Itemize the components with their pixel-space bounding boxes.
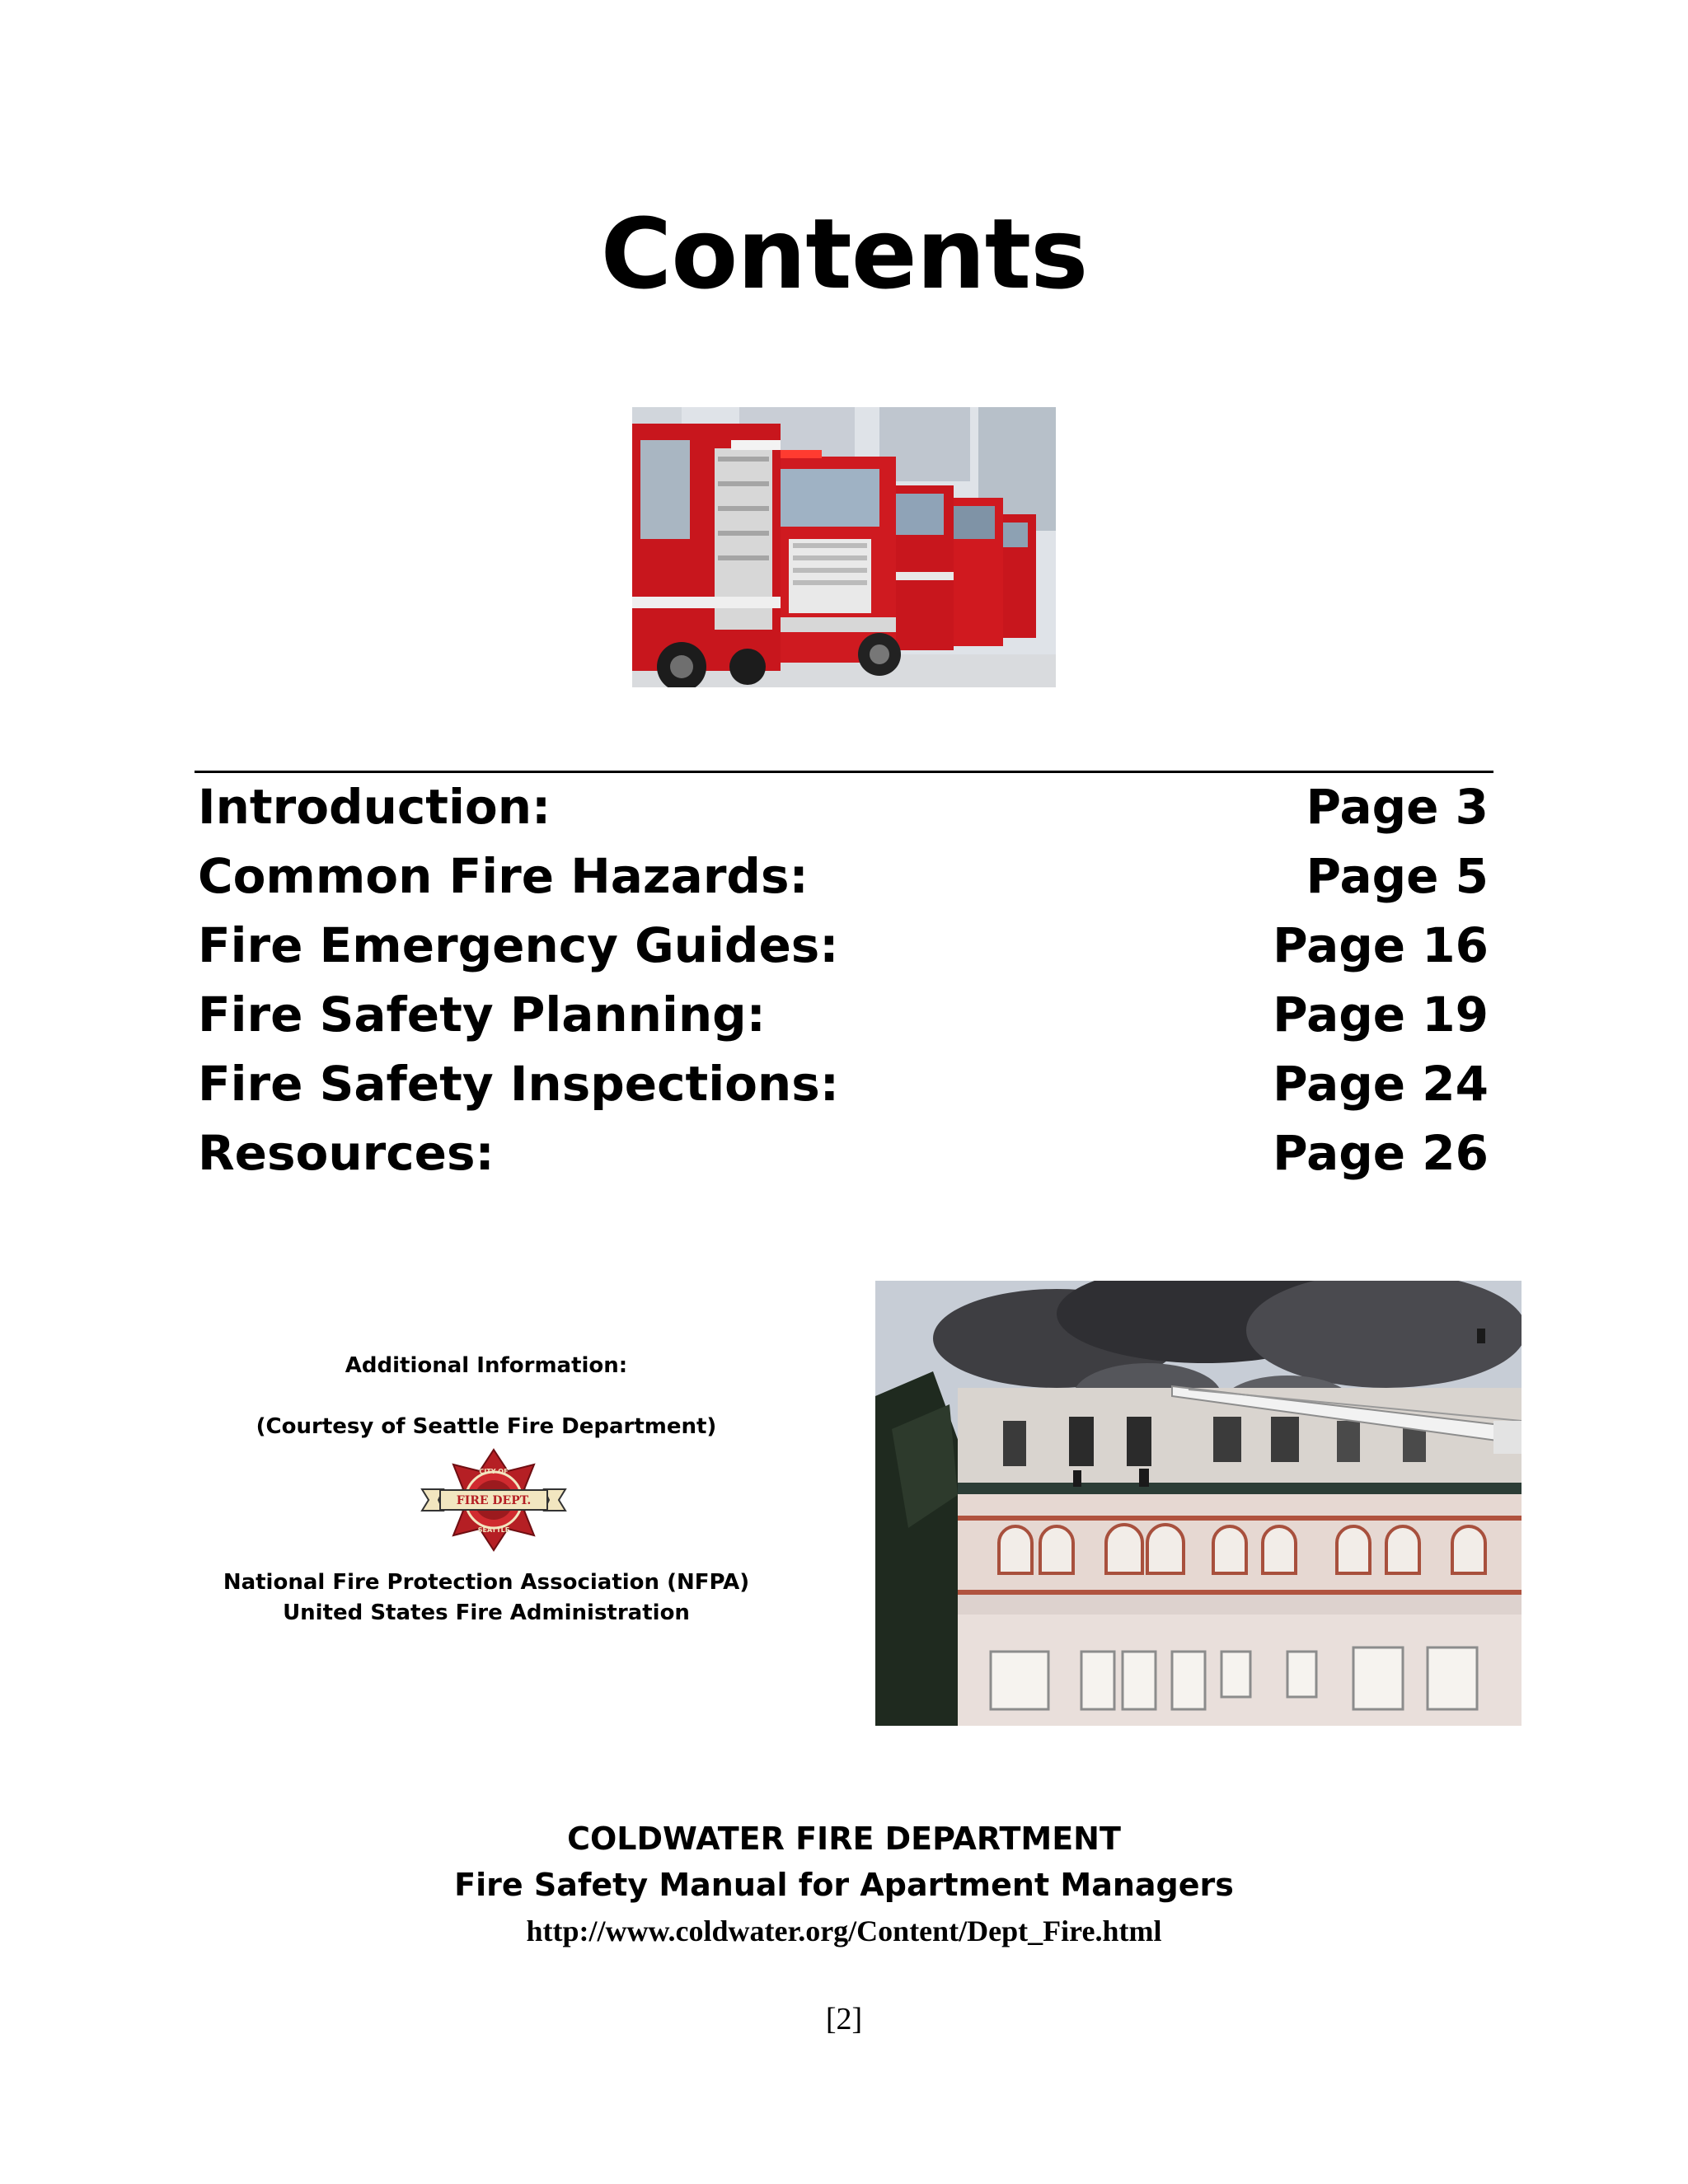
toc-entry-label: Fire Safety Planning: bbox=[198, 987, 766, 1043]
toc-entry-label: Introduction: bbox=[198, 779, 551, 835]
logo-top-text: CITY OF bbox=[479, 1468, 509, 1475]
logo-band-text: FIRE DEPT. bbox=[456, 1494, 532, 1507]
toc-entry-fire-safety-inspections[interactable] bbox=[198, 1054, 1493, 1123]
toc-entry-label: Fire Emergency Guides: bbox=[198, 917, 839, 973]
toc-entry-label: Fire Safety Inspections: bbox=[198, 1056, 839, 1112]
toc-entry-fire-safety-planning[interactable] bbox=[198, 985, 1493, 1054]
table-of-contents bbox=[198, 777, 1493, 1193]
nfpa-reference: National Fire Protection Association (NFPA) bbox=[223, 1570, 750, 1595]
fire-trucks-photo bbox=[632, 407, 1056, 687]
toc-entry-page: Page 3 bbox=[1306, 779, 1489, 835]
toc-entry-resources[interactable] bbox=[198, 1123, 1493, 1193]
page-title: Contents bbox=[600, 197, 1088, 311]
toc-entry-label: Resources: bbox=[198, 1125, 495, 1181]
footer-department: COLDWATER FIRE DEPARTMENT bbox=[567, 1821, 1121, 1857]
toc-entry-common-fire-hazards[interactable] bbox=[198, 846, 1493, 916]
additional-info-heading: Additional Information: bbox=[345, 1353, 628, 1378]
toc-entry-introduction[interactable] bbox=[198, 777, 1493, 846]
toc-entry-fire-emergency-guides[interactable] bbox=[198, 916, 1493, 985]
toc-divider bbox=[195, 771, 1493, 773]
toc-entry-page: Page 26 bbox=[1273, 1125, 1489, 1181]
toc-entry-page: Page 5 bbox=[1306, 848, 1489, 904]
building-fire-photo bbox=[875, 1281, 1522, 1726]
seattle-fire-dept-logo bbox=[419, 1446, 569, 1554]
page-number: [2] bbox=[825, 2002, 863, 2036]
footer-url-link[interactable]: http://www.coldwater.org/Content/Dept_Fire.html bbox=[526, 1915, 1162, 1947]
usfa-reference: United States Fire Administration bbox=[283, 1601, 690, 1625]
toc-entry-page: Page 19 bbox=[1273, 987, 1489, 1043]
toc-entry-page: Page 24 bbox=[1273, 1056, 1489, 1112]
toc-entry-label: Common Fire Hazards: bbox=[198, 848, 809, 904]
logo-bottom-text: SEATTLE bbox=[477, 1526, 510, 1534]
footer-manual-title: Fire Safety Manual for Apartment Managers bbox=[454, 1867, 1234, 1903]
toc-entry-page: Page 16 bbox=[1273, 917, 1489, 973]
courtesy-note: (Courtesy of Seattle Fire Department) bbox=[256, 1414, 717, 1439]
